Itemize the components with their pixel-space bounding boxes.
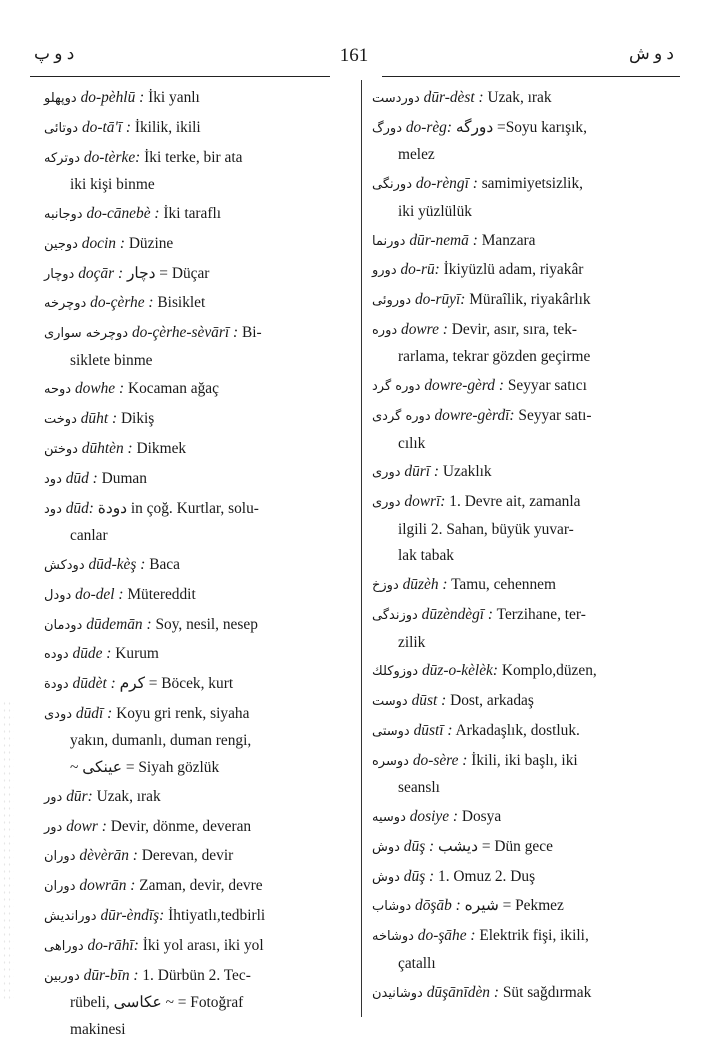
definition: Uzaklık: [442, 463, 492, 481]
dictionary-entry: [44, 612, 349, 640]
arabic-script-headword: دوروئى: [372, 293, 412, 309]
dictionary-entry: [372, 287, 675, 315]
definition: Elektrik fişi, ikili,: [479, 927, 589, 945]
arabic-script-headword: دودى: [44, 706, 73, 722]
running-head-right: د و ش: [628, 44, 674, 63]
transliterated-headword: dūdèt :: [72, 675, 116, 693]
arabic-script-headword: دوشاب: [372, 899, 412, 915]
dictionary-entry: [44, 436, 349, 464]
definition: samimiyetsizlik,: [481, 175, 583, 193]
dictionary-entry: [44, 320, 349, 374]
dictionary-entry: [44, 290, 349, 318]
transliterated-headword: dowhe :: [74, 380, 125, 398]
arabic-script-headword: دودكش: [44, 557, 85, 573]
transliterated-headword: dūr-bīn :: [83, 966, 139, 984]
transliterated-headword: dowr :: [66, 817, 107, 835]
definition-continuation: cılık: [398, 434, 426, 452]
transliterated-headword: do-tèrke:: [83, 148, 141, 166]
column-divider: [361, 80, 362, 1017]
definition: دودة in çoğ. Kurtlar, solu-: [97, 499, 259, 517]
arabic-script-headword: دوده: [44, 647, 69, 663]
dictionary-entry: [44, 873, 349, 901]
transliterated-headword: dowre-gèrdī:: [434, 407, 515, 425]
transliterated-headword: dūd-kèş :: [88, 555, 146, 573]
definition-continuation: melez: [398, 146, 435, 164]
definition: دچار = Düçar: [126, 264, 210, 282]
definition: Dost, arkadaş: [450, 692, 534, 710]
transliterated-headword: do-tā'ī :: [81, 118, 131, 136]
transliterated-headword: do-çèrhe :: [90, 294, 154, 312]
definition-continuation: siklete binme: [70, 351, 153, 369]
arabic-script-headword: دوپهلو: [44, 91, 77, 106]
transliterated-headword: dūht :: [80, 410, 118, 428]
transliterated-headword: dūdemān :: [86, 615, 152, 633]
dictionary-entry: [372, 489, 675, 570]
transliterated-headword: dūr-dèst :: [423, 89, 484, 106]
dictionary-entry: [44, 85, 349, 113]
arabic-script-headword: دوزوكلك: [372, 664, 419, 680]
dictionary-entry: [372, 85, 675, 113]
dictionary-entry: [372, 658, 675, 686]
arabic-script-headword: دوران: [44, 879, 76, 895]
transliterated-headword: dowrān :: [79, 877, 136, 895]
dictionary-entry: [44, 843, 349, 871]
transliterated-headword: do-cānebè :: [86, 204, 160, 222]
transliterated-headword: dūde :: [72, 645, 112, 663]
transliterated-headword: dūrī :: [404, 463, 440, 481]
arabic-script-headword: دوش: [372, 869, 400, 885]
transliterated-headword: do-pèhlū :: [80, 89, 145, 106]
arabic-script-headword: دوران: [44, 849, 76, 865]
arabic-script-headword: دوشانيدن: [372, 985, 423, 1001]
dictionary-entry: [372, 257, 675, 285]
dictionary-entry: [44, 376, 349, 404]
definition-continuation: ilgili 2. Sahan, büyük yuvar-: [398, 520, 574, 538]
arabic-script-headword: دوترکه: [44, 150, 81, 166]
definition: Terzihane, ter-: [496, 605, 586, 623]
dictionary-entry: [44, 466, 349, 494]
definition: Süt sağdırmak: [502, 983, 592, 1001]
definition: İhtiyatlı,tedbirli: [168, 906, 266, 924]
dictionary-entry: [44, 641, 349, 669]
transliterated-headword: dōşāb :: [415, 897, 461, 915]
transliterated-headword: dūhtèn :: [81, 440, 133, 457]
transliterated-headword: do-règ:: [405, 118, 453, 136]
definition: Düzine: [128, 234, 174, 252]
definition-continuation: lak tabak: [398, 547, 454, 565]
definition: شيره = Pekmez: [464, 897, 564, 915]
arabic-script-headword: دود: [44, 471, 62, 487]
dictionary-entry: [372, 115, 675, 169]
arabic-script-headword: دوسره: [372, 753, 409, 769]
dictionary-entry: [372, 864, 675, 892]
arabic-script-headword: دوختن: [44, 442, 78, 457]
arabic-script-headword: دوره گرد: [372, 379, 421, 395]
arabic-script-headword: دور: [44, 789, 63, 805]
arabic-script-headword: دود: [44, 501, 62, 517]
dictionary-entry: [372, 688, 675, 716]
arabic-script-headword: دوجين: [44, 236, 78, 252]
definition-continuation: canlar: [70, 527, 108, 545]
definition: Seyyar satıcı: [507, 377, 587, 395]
definition: İkilik, ikili: [134, 118, 201, 136]
transliterated-headword: dowre-gèrd :: [424, 377, 504, 395]
dictionary-entry: [44, 701, 349, 782]
transliterated-headword: dūstī :: [413, 721, 453, 739]
transliterated-headword: dūz-o-kèlèk:: [421, 662, 498, 680]
arabic-script-headword: دوزندگى: [372, 607, 418, 623]
dictionary-entry: [44, 963, 349, 1044]
transliterated-headword: do-rūyī:: [414, 291, 466, 309]
definition: İkili, iki başlı, iki: [471, 751, 578, 769]
arabic-script-headword: دوتائى: [44, 120, 79, 136]
transliterated-headword: dūr-èndīş:: [100, 906, 165, 924]
definition: Bi-: [241, 324, 262, 342]
dictionary-entry: [44, 201, 349, 229]
definition: İkiyüzlü adam, riyakâr: [443, 261, 584, 279]
arabic-script-headword: دورى: [372, 495, 401, 511]
definition-continuation: zilik: [398, 633, 426, 651]
arabic-script-headword: دوچرخه: [44, 296, 87, 312]
arabic-script-headword: دوحه: [44, 382, 72, 398]
definition: Koyu gri renk, siyaha: [116, 704, 250, 722]
definition: ديشب = Dün gece: [438, 837, 553, 855]
dictionary-entry: [44, 814, 349, 842]
definition: Uzak, ırak: [487, 89, 552, 106]
dictionary-entry: [44, 406, 349, 434]
transliterated-headword: docin :: [81, 234, 125, 252]
arabic-script-headword: دوجانبه: [44, 206, 83, 222]
header-rule-right: [382, 76, 680, 77]
arabic-script-headword: دور: [44, 819, 63, 835]
transliterated-headword: do-rèngī :: [415, 175, 478, 193]
transliterated-headword: do-çèrhe-sèvārī :: [131, 324, 239, 342]
arabic-script-headword: دوست: [372, 694, 408, 710]
definition: İki yol arası, iki yol: [142, 936, 264, 954]
definition: Uzak, ırak: [96, 787, 161, 805]
definition: Müraîlik, riyakârlık: [469, 291, 591, 309]
scan-noise: [2, 700, 14, 1000]
arabic-script-headword: دوش: [372, 839, 400, 855]
dictionary-entry: [372, 893, 675, 921]
definition: Kocaman ağaç: [127, 380, 219, 398]
definition: 1. Dürbün 2. Tec-: [142, 966, 251, 984]
transliterated-headword: do-rāhī:: [87, 936, 139, 954]
transliterated-headword: dèvèrān :: [79, 847, 138, 865]
definition-continuation: rübeli, عكاسى ~ = Fotoğraf: [70, 994, 244, 1012]
definition-continuation: iki yüzlülük: [398, 202, 472, 220]
transliterated-headword: dowrī:: [404, 493, 446, 511]
transliterated-headword: dūr:: [66, 787, 93, 805]
transliterated-headword: do-sère :: [412, 751, 468, 769]
transliterated-headword: dūst :: [411, 692, 447, 710]
definition: Soy, nesil, nesep: [155, 615, 258, 633]
dictionary-entry: [372, 403, 675, 457]
definition: İki yanlı: [148, 89, 200, 106]
transliterated-headword: dūr-nemā :: [409, 231, 478, 249]
transliterated-headword: doçār :: [78, 264, 124, 282]
dictionary-entry: [44, 933, 349, 961]
arabic-script-headword: دورنما: [372, 233, 406, 249]
definition: Seyyar satı-: [518, 407, 592, 425]
arabic-script-headword: دوربين: [44, 968, 80, 984]
arabic-script-headword: دوردست: [372, 91, 420, 106]
arabic-script-headword: دورو: [372, 263, 397, 279]
arabic-script-headword: دوره گردى: [372, 409, 431, 425]
transliterated-headword: dūd:: [65, 499, 94, 517]
transliterated-headword: dosiye :: [409, 808, 459, 826]
definition: İki taraflı: [163, 204, 222, 222]
dictionary-entry: [44, 552, 349, 580]
dictionary-entry: [44, 671, 349, 699]
header-rule-left: [30, 76, 330, 77]
dictionary-entry: [372, 834, 675, 862]
definition: İki terke, bir ata: [144, 148, 243, 166]
definition-continuation: rarlama, tekrar gözden geçirme: [398, 348, 591, 366]
transliterated-headword: dūşānīdèn :: [426, 983, 499, 1001]
definition: Arkadaşlık, dostluk.: [455, 721, 580, 739]
dictionary-entry: [44, 261, 349, 289]
dictionary-entry: [44, 903, 349, 931]
dictionary-entry: [372, 748, 675, 802]
dictionary-entry: [44, 582, 349, 610]
arabic-script-headword: دورگ: [372, 120, 402, 136]
definition: Zaman, devir, devre: [139, 877, 263, 895]
arabic-script-headword: دوره: [372, 322, 398, 338]
definition: Kurum: [115, 645, 159, 663]
definition: Komplo,düzen,: [501, 662, 597, 680]
transliterated-headword: dūş :: [403, 837, 435, 855]
transliterated-headword: dūzèh :: [402, 576, 448, 594]
dictionary-entry: [44, 496, 349, 550]
arabic-script-headword: دودل: [44, 587, 72, 603]
dictionary-entry: [372, 373, 675, 401]
arabic-script-headword: دودة: [44, 677, 69, 693]
transliterated-headword: dūzèndègī :: [421, 605, 494, 623]
arabic-script-headword: دوراندیش: [44, 908, 97, 924]
transliterated-headword: dowre :: [401, 320, 448, 338]
arabic-script-headword: دوچار: [44, 266, 75, 282]
right-column: [372, 85, 675, 1009]
definition: Derevan, devir: [141, 847, 234, 865]
page-number: 161: [339, 45, 369, 66]
arabic-script-headword: دورنگى: [372, 177, 412, 193]
dictionary-entry: [372, 317, 675, 371]
definition: Bisiklet: [157, 294, 206, 312]
arabic-script-headword: دوخت: [44, 412, 77, 428]
dictionary-entry: [44, 231, 349, 259]
dictionary-entry: [372, 923, 675, 977]
dictionary-entry: [44, 784, 349, 812]
definition: كرم = Böcek, kurt: [119, 675, 234, 693]
dictionary-entry: [372, 459, 675, 487]
definition: Dikiş: [120, 410, 155, 428]
definition: Mütereddit: [127, 585, 196, 603]
dictionary-entry: [372, 171, 675, 225]
dictionary-entry: [372, 718, 675, 746]
dictionary-entry: [372, 602, 675, 656]
dictionary-entry: [372, 228, 675, 256]
dictionary-entry: [372, 804, 675, 832]
definition: 1. Omuz 2. Duş: [438, 867, 536, 885]
definition-continuation: iki kişi binme: [70, 176, 155, 194]
transliterated-headword: dūd :: [65, 469, 98, 487]
definition: Duman: [101, 469, 147, 487]
definition: Dosya: [461, 808, 502, 826]
transliterated-headword: do-şāhe :: [417, 927, 476, 945]
arabic-script-headword: دوچرخه سوارى: [44, 326, 129, 342]
left-column: [44, 85, 349, 1045]
definition: Tamu, cehennem: [451, 576, 556, 594]
arabic-script-headword: دوسيه: [372, 810, 406, 826]
definition: Devir, asır, sıra, tek-: [451, 320, 578, 338]
running-head-left: د و پ: [34, 44, 75, 63]
transliterated-headword: dūş :: [403, 867, 435, 885]
definition-continuation: makinesi: [70, 1020, 126, 1038]
arabic-script-headword: دوزخ: [372, 578, 399, 594]
dictionary-entry: [372, 980, 675, 1008]
definition: Manzara: [481, 231, 536, 249]
definition-continuation: çatallı: [398, 954, 436, 972]
definition: دورگه =Soyu karışık,: [455, 118, 587, 136]
transliterated-headword: dūdī :: [75, 704, 113, 722]
definition: Devir, dönme, deveran: [110, 817, 252, 835]
dictionary-entry: [44, 115, 349, 143]
definition-continuation: seanslı: [398, 779, 440, 797]
transliterated-headword: do-rū:: [400, 261, 440, 279]
arabic-script-headword: دوستى: [372, 723, 410, 739]
definition-continuation: ~ عينكى = Siyah gözlük: [70, 759, 220, 777]
arabic-script-headword: دوشاخه: [372, 929, 414, 945]
dictionary-entry: [372, 572, 675, 600]
dictionary-entry: [44, 145, 349, 199]
transliterated-headword: do-del :: [75, 585, 124, 603]
arabic-script-headword: دودمان: [44, 617, 83, 633]
definition: Baca: [149, 555, 180, 573]
definition-continuation: yakın, dumanlı, duman rengi,: [70, 732, 252, 750]
definition: Dikmek: [136, 440, 187, 457]
arabic-script-headword: دورى: [372, 465, 401, 481]
definition: 1. Devre ait, zamanla: [449, 493, 581, 511]
arabic-script-headword: دوراهى: [44, 938, 84, 954]
